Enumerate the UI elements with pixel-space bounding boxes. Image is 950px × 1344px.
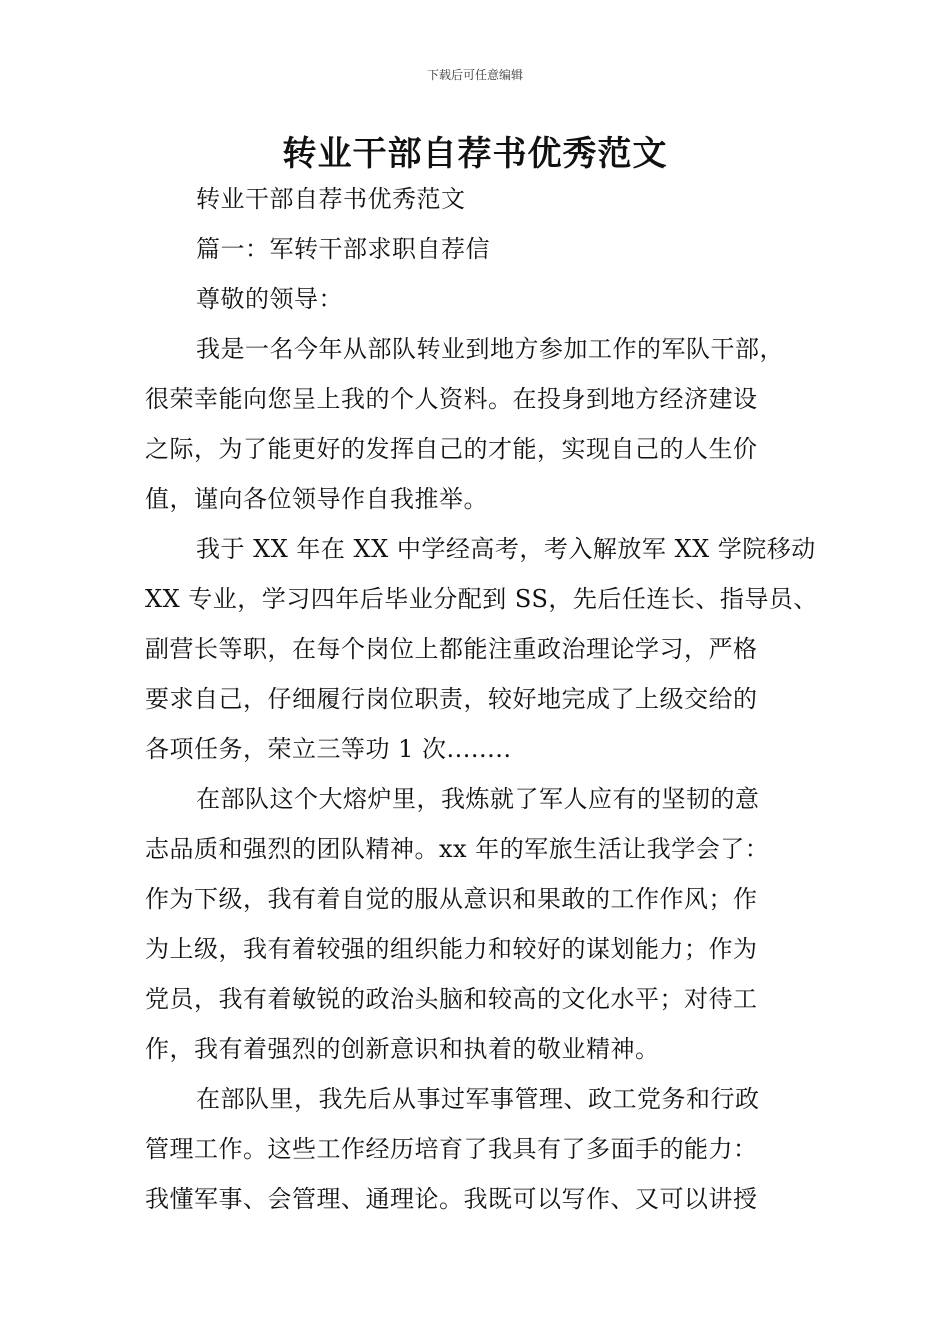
paragraph-3-line: 志品质和强烈的团队精神。xx 年的军旅生活让我学会了：: [145, 835, 770, 863]
salutation: 尊敬的领导：: [196, 285, 343, 313]
paragraph-3-line: 党员，我有着敏锐的政治头脑和较高的文化水平；对待工: [145, 985, 758, 1013]
paragraph-4-line: 在部队里，我先后从事过军事管理、政工党务和行政: [196, 1085, 760, 1113]
subtitle-line: 转业干部自荐书优秀范文: [196, 185, 466, 213]
paragraph-2-line: 副营长等职，在每个岗位上都能注重政治理论学习，严格: [145, 635, 758, 663]
paragraph-3-line: 在部队这个大熔炉里，我炼就了军人应有的坚韧的意: [196, 785, 760, 813]
paragraph-1-line: 我是一名今年从部队转业到地方参加工作的军队干部，: [196, 335, 784, 363]
document-title: 转业干部自荐书优秀范文: [282, 134, 668, 174]
paragraph-2-line: 要求自己，仔细履行岗位职责，较好地完成了上级交给的: [145, 685, 758, 713]
section-heading: 篇一：军转干部求职自荐信: [196, 235, 490, 263]
page-header-note: 下载后可任意编辑: [426, 68, 523, 82]
paragraph-1-line: 值，谨向各位领导作自我推举。: [145, 485, 488, 513]
paragraph-3-line: 作为下级，我有着自觉的服从意识和果敢的工作作风；作: [145, 885, 758, 913]
paragraph-4-line: 我懂军事、会管理、通理论。我既可以写作、又可以讲授: [145, 1185, 758, 1213]
paragraph-2-line: 各项任务，荣立三等功 1 次........: [145, 735, 512, 763]
paragraph-3-line: 作，我有着强烈的创新意识和执着的敬业精神。: [145, 1035, 660, 1063]
paragraph-3-line: 为上级，我有着较强的组织能力和较好的谋划能力；作为: [145, 935, 758, 963]
paragraph-2-line: 我于 XX 年在 XX 中学经高考，考入解放军 XX 学院移动: [196, 535, 816, 563]
paragraph-1-line: 很荣幸能向您呈上我的个人资料。在投身到地方经济建设: [145, 385, 758, 413]
paragraph-4-line: 管理工作。这些工作经历培育了我具有了多面手的能力：: [145, 1135, 758, 1163]
paragraph-1-line: 之际，为了能更好的发挥自己的才能，实现自己的人生价: [145, 435, 758, 463]
paragraph-2-line: XX 专业，学习四年后毕业分配到 SS，先后任连长、指导员、: [145, 585, 818, 613]
